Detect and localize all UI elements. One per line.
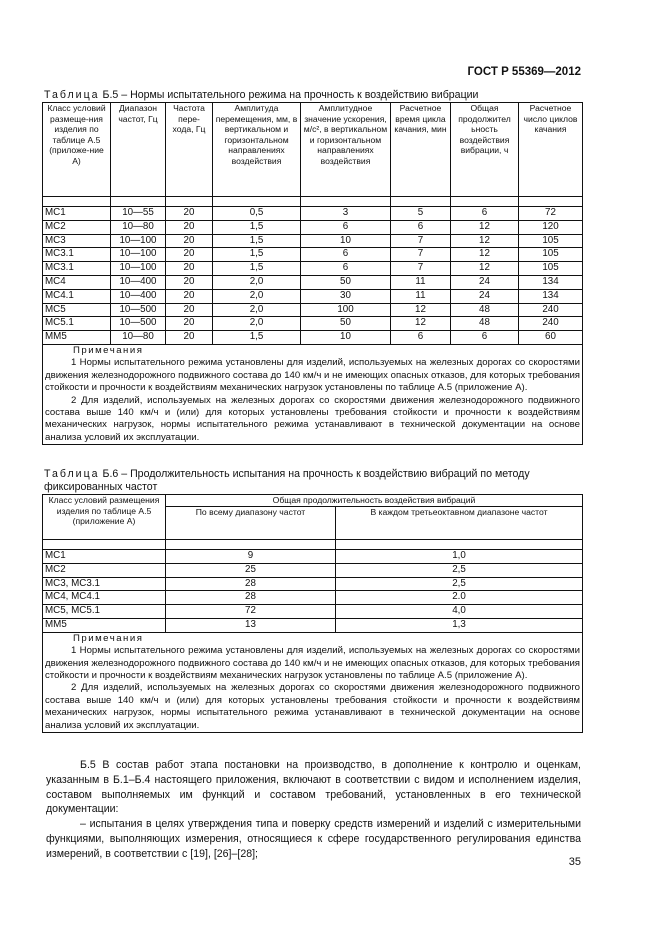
table6-note-2: 2 Для изделий, используемых на железных дорогах со скоростями движения железнодорожного подвижного состава выше 140 км/ч и (или) для которых установлены требования стойкости и прочности к воздействиям механических нагрузок, нормы испытательного режима устанавливают в технической документации на основе анализа условий их эксплуатации. <box>45 682 580 731</box>
table5-value-cell: 6 <box>451 331 519 345</box>
table5-row <box>43 248 583 262</box>
table5-value-cell: 50 <box>301 275 391 289</box>
table5-value-cell: 12 <box>451 220 519 234</box>
table5-value-cell: 11 <box>391 289 451 303</box>
table6-subheader-cell: По всему диапазону частот <box>166 507 336 540</box>
table5-header-cell: Расчетное время цикла качания, мин <box>391 103 451 197</box>
table5-header-cell: Диапазон частот, Гц <box>111 103 166 197</box>
table5-row <box>43 234 583 248</box>
table6-header-row <box>43 495 583 507</box>
table6-notes-row <box>43 632 583 732</box>
table5-value-cell: 72 <box>519 207 583 221</box>
table6-value-cell: 2.0 <box>336 591 583 605</box>
table5-class-cell: МС3 <box>43 234 111 248</box>
table5-value-cell: 20 <box>166 220 213 234</box>
table5-value-cell: 48 <box>451 317 519 331</box>
table5-value-cell: 10—500 <box>111 303 166 317</box>
table5-value-cell: 12 <box>391 317 451 331</box>
table5-value-cell: 11 <box>391 275 451 289</box>
table5-value-cell: 1,5 <box>213 220 301 234</box>
table6-class-header: Класс условий размещения изделия по таблице А.5 (приложение А) <box>43 495 166 540</box>
table5-class-cell: МС3.1 <box>43 262 111 276</box>
table6-class-cell: МС4, МС4.1 <box>43 591 166 605</box>
table5-value-cell: 100 <box>301 303 391 317</box>
table5-note-2: 2 Для изделий, используемых на железных дорогах со скоростями движения железнодорожного подвижного состава выше 140 км/ч и (или) для которых установлены требования стойкости и прочности к воздействиям механических нагрузок, нормы испытательного режима устанавливают в технической документации на основе анализа условий их эксплуатации. <box>45 394 580 443</box>
table6-note-1: 1 Нормы испытательного режима установлены для изделий, используемых на железных дорогах со скоростями движения железнодорожного подвижного состава до 140 км/ч и не имеющих опасных отказов, для которых требования стойкости и прочности к воздействиям механических нагрузок установлены по таблице А.5 (приложение А). <box>45 645 580 681</box>
table5-value-cell: 2,0 <box>213 317 301 331</box>
table5-row <box>43 303 583 317</box>
table5-value-cell: 10—55 <box>111 207 166 221</box>
table5-title: Б.5 – Нормы испытательного режима на прочность к воздействию вибрации <box>102 89 479 101</box>
table5-value-cell: 10—500 <box>111 317 166 331</box>
table5-row <box>43 289 583 303</box>
table5-value-cell: 20 <box>166 331 213 345</box>
table5-value-cell: 20 <box>166 248 213 262</box>
table5-row <box>43 275 583 289</box>
table5-value-cell: 2,0 <box>213 303 301 317</box>
body-text <box>46 758 581 862</box>
table6-class-cell: МС1 <box>43 550 166 564</box>
table5-value-cell: 134 <box>519 275 583 289</box>
table5-value-cell: 6 <box>301 220 391 234</box>
table5-header-cell: Частота пере-хода, Гц <box>166 103 213 197</box>
table6-notes <box>43 632 583 732</box>
table5-class-cell: МС2 <box>43 220 111 234</box>
table5-value-cell: 12 <box>451 262 519 276</box>
table5-value-cell: 7 <box>391 248 451 262</box>
table5-value-cell: 240 <box>519 303 583 317</box>
paragraph-b5-item: – испытания в целях утверждения типа и поверку средств измерений и изделий с измерительными функциями, выполняющих измерения, относящиеся к сфере государственного регулирования единства измерений, в соответствии с [19], [26]–[28]; <box>46 818 581 860</box>
table5-row <box>43 331 583 345</box>
table5-value-cell: 6 <box>301 248 391 262</box>
table5-row <box>43 220 583 234</box>
table5-value-cell: 10—400 <box>111 289 166 303</box>
table5-value-cell: 120 <box>519 220 583 234</box>
table5-value-cell: 12 <box>451 248 519 262</box>
table5-value-cell: 6 <box>451 207 519 221</box>
table6-class-cell: МС5, МС5.1 <box>43 605 166 619</box>
table6 <box>42 494 583 733</box>
table5-value-cell: 10 <box>301 331 391 345</box>
table5-value-cell: 6 <box>391 220 451 234</box>
table5-value-cell: 20 <box>166 262 213 276</box>
table5-label: Таблица <box>44 89 100 101</box>
table5-value-cell: 12 <box>451 234 519 248</box>
table5-value-cell: 20 <box>166 234 213 248</box>
table6-caption <box>44 468 584 494</box>
table6-value-cell: 9 <box>166 550 336 564</box>
table5-row <box>43 317 583 331</box>
table6-value-cell: 2,5 <box>336 563 583 577</box>
table5-class-cell: МС4 <box>43 275 111 289</box>
table6-value-cell: 25 <box>166 563 336 577</box>
table5-header-cell: Общая продолжител ьность воздействия вибрации, ч <box>451 103 519 197</box>
table5-value-cell: 2,0 <box>213 275 301 289</box>
table5-row <box>43 207 583 221</box>
table6-value-cell: 13 <box>166 618 336 632</box>
table6-value-cell: 1,3 <box>336 618 583 632</box>
table5-value-cell: 24 <box>451 289 519 303</box>
table6-row <box>43 550 583 564</box>
table5-value-cell: 20 <box>166 289 213 303</box>
table5-value-cell: 20 <box>166 275 213 289</box>
table6-value-cell: 72 <box>166 605 336 619</box>
table5-caption <box>44 89 478 102</box>
table5-value-cell: 134 <box>519 289 583 303</box>
table5-value-cell: 1,5 <box>213 234 301 248</box>
table6-value-cell: 28 <box>166 577 336 591</box>
table5-value-cell: 10—80 <box>111 331 166 345</box>
table6-row <box>43 563 583 577</box>
table5-value-cell: 10 <box>301 234 391 248</box>
table5 <box>42 102 583 445</box>
table6-row <box>43 577 583 591</box>
table5-value-cell: 10—400 <box>111 275 166 289</box>
table5-value-cell: 105 <box>519 234 583 248</box>
table6-group-header: Общая продолжительность воздействия вибраций <box>166 495 583 507</box>
table6-class-cell: МС3, МС3.1 <box>43 577 166 591</box>
table5-class-cell: ММ5 <box>43 331 111 345</box>
page-number: 35 <box>568 856 581 868</box>
table5-class-cell: МС5.1 <box>43 317 111 331</box>
table6-value-cell: 28 <box>166 591 336 605</box>
table5-value-cell: 0,5 <box>213 207 301 221</box>
table5-notes-title: Примечания <box>73 344 144 356</box>
table5-value-cell: 20 <box>166 317 213 331</box>
table5-value-cell: 7 <box>391 262 451 276</box>
table5-value-cell: 1,5 <box>213 331 301 345</box>
table5-class-cell: МС4.1 <box>43 289 111 303</box>
table5-header-cell: Амплитуда перемещения, мм, в вертикальном и горизонтальном направлениях воздействия <box>213 103 301 197</box>
table6-class-cell: МС2 <box>43 563 166 577</box>
table6-class-cell: ММ5 <box>43 618 166 632</box>
table5-notes-row <box>43 344 583 444</box>
table5-note-1: 1 Нормы испытательного режима установлены для изделий, используемых на железных дорогах со скоростями движения железнодорожного подвижного состава до 140 км/ч и не имеющих опасных отказов, для которых требования стойкости и прочности к воздействиям механических нагрузок установлены по таблице А.5 (приложение А). <box>45 357 580 394</box>
table5-notes <box>43 344 583 444</box>
table5-spacer-row <box>43 197 583 207</box>
table5-value-cell: 1,5 <box>213 262 301 276</box>
paragraph-b5: Б.5 В состав работ этапа постановки на производство, в дополнение к контролю и оценкам, указанным в Б.1–Б.4 настоящего приложения, включают в соответствии с видом и исполнением изделия, составом выполняемых им функций и составом требований, установленных в его технической документации: <box>46 759 581 816</box>
table5-value-cell: 105 <box>519 248 583 262</box>
table5-value-cell: 60 <box>519 331 583 345</box>
table5-value-cell: 5 <box>391 207 451 221</box>
table5-value-cell: 1,5 <box>213 248 301 262</box>
table5-header-row <box>43 103 583 197</box>
table5-value-cell: 10—100 <box>111 234 166 248</box>
table5-header-cell: Амплитудное значение ускорения, м/с², в вертикальном и горизонтальном направлениях воздействия <box>301 103 391 197</box>
document-code: ГОСТ Р 55369—2012 <box>467 66 581 78</box>
table5-value-cell: 30 <box>301 289 391 303</box>
table6-notes-title: Примечания <box>73 632 144 644</box>
table6-row <box>43 591 583 605</box>
table5-value-cell: 240 <box>519 317 583 331</box>
table5-value-cell: 20 <box>166 303 213 317</box>
table5-value-cell: 7 <box>391 234 451 248</box>
table6-title: Б.6 – Продолжительность испытания на прочность к воздействию вибраций по методу фиксированных частот <box>44 468 530 493</box>
table5-value-cell: 3 <box>301 207 391 221</box>
table5-value-cell: 105 <box>519 262 583 276</box>
table5-value-cell: 12 <box>391 303 451 317</box>
table6-row <box>43 618 583 632</box>
table5-class-cell: МС1 <box>43 207 111 221</box>
table5-value-cell: 2,0 <box>213 289 301 303</box>
table6-value-cell: 1,0 <box>336 550 583 564</box>
table6-row <box>43 605 583 619</box>
table6-spacer-row <box>43 540 583 550</box>
table5-value-cell: 6 <box>391 331 451 345</box>
table6-label: Таблица <box>44 468 100 480</box>
table5-header-cell: Расчетное число циклов качания <box>519 103 583 197</box>
table5-class-cell: МС5 <box>43 303 111 317</box>
table5-value-cell: 10—100 <box>111 248 166 262</box>
table5-row <box>43 262 583 276</box>
table6-value-cell: 2,5 <box>336 577 583 591</box>
table5-value-cell: 24 <box>451 275 519 289</box>
table5-value-cell: 50 <box>301 317 391 331</box>
table5-header-cell: Класс условий размеще-ния изделия по таблице А.5 (приложе-ние А) <box>43 103 111 197</box>
table6-subheader-cell: В каждом третьеоктавном диапазоне частот <box>336 507 583 540</box>
table5-value-cell: 20 <box>166 207 213 221</box>
table6-value-cell: 4,0 <box>336 605 583 619</box>
table5-value-cell: 6 <box>301 262 391 276</box>
table5-value-cell: 48 <box>451 303 519 317</box>
table5-class-cell: МС3.1 <box>43 248 111 262</box>
table5-value-cell: 10—100 <box>111 262 166 276</box>
table5-value-cell: 10—80 <box>111 220 166 234</box>
